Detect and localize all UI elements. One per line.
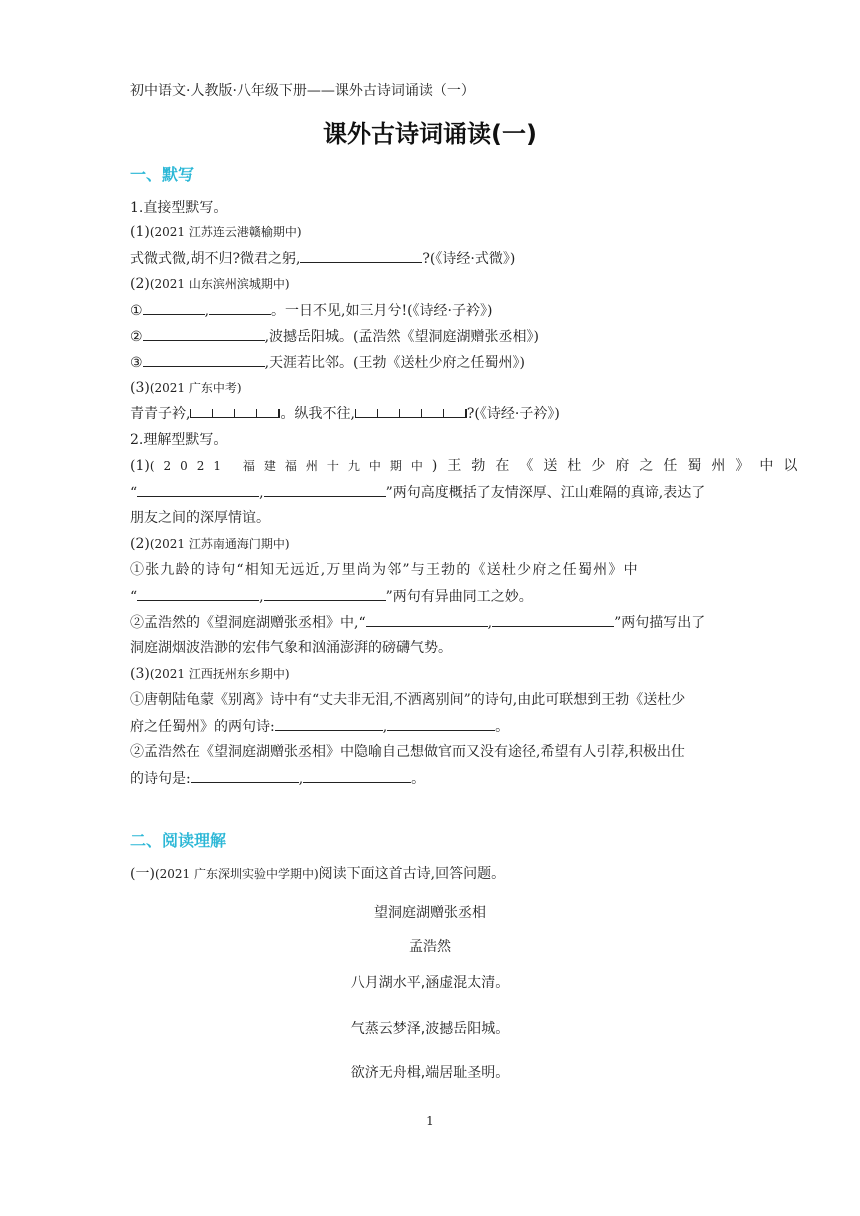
poem-title: 望洞庭湖赠张丞相 xyxy=(374,905,486,921)
question-1-heading: 1.直接型默写。 xyxy=(130,200,228,216)
reading-1-intro: (一)(2021 广东深圳实验中学期中)阅读下面这首古诗,回答问题。 xyxy=(130,866,506,882)
question-2-1-line-3: 朋友之间的深厚情谊。 xyxy=(130,510,270,526)
question-1-3-line: 青青子衿, 。纵我不往, ?(《诗经·子衿》) xyxy=(130,406,560,422)
answer-blank xyxy=(137,586,259,601)
answer-blank xyxy=(303,768,411,783)
question-2-1-line-2: “ , ”两句高度概括了友情深厚、江山难隔的真谛,表达了 xyxy=(130,482,705,503)
answer-grid-blank xyxy=(190,409,280,418)
question-2-3-line-3: ②孟浩然在《望洞庭湖赠张丞相》中隐喻自己想做官而又没有途径,希望有人引荐,积极出仕 xyxy=(130,744,685,760)
answer-blank xyxy=(191,768,299,783)
answer-blank xyxy=(492,612,614,627)
answer-blank xyxy=(275,716,383,731)
answer-blank xyxy=(143,300,205,315)
poem-line-2: 气蒸云梦泽,波撼岳阳城。 xyxy=(350,1021,510,1037)
section-heading-reading: 二、阅读理解 xyxy=(130,831,227,850)
answer-grid-blank xyxy=(355,409,467,418)
question-2-heading: 2.理解型默写。 xyxy=(130,432,228,448)
question-1-2-line-2: ② ,波撼岳阳城。(孟浩然《望洞庭湖赠张丞相》) xyxy=(130,326,539,347)
poem-line-1: 八月湖水平,涵虚混太清。 xyxy=(350,975,510,991)
question-2-3-line-1: ①唐朝陆龟蒙《别离》诗中有“丈夫非无泪,不洒离别间”的诗句,由此可联想到王勃《送杜少 xyxy=(130,692,686,708)
running-header: 初中语文·人教版·八年级下册——课外古诗词诵读（一） xyxy=(130,83,475,99)
question-2-2-line-4: 洞庭湖烟波浩渺的宏伟气象和汹涌澎湃的磅礴气势。 xyxy=(130,640,452,656)
question-2-3-line-4: 的诗句是: , 。 xyxy=(130,768,425,789)
page-number: 1 xyxy=(426,1114,434,1128)
question-1-2-line-1: ① , 。一日不见,如三月兮!(《诗经·子衿》) xyxy=(130,300,492,321)
answer-blank xyxy=(366,612,488,627)
answer-blank xyxy=(387,716,495,731)
question-2-2-source: (2)(2021 江苏南通海门期中) xyxy=(130,536,290,552)
question-1-2-line-3: ③ ,天涯若比邻。(王勃《送杜少府之任蜀州》) xyxy=(130,352,525,373)
answer-blank xyxy=(300,248,422,263)
section-heading-dictation: 一、默写 xyxy=(130,165,195,184)
answer-blank xyxy=(264,586,386,601)
answer-blank xyxy=(137,482,259,497)
question-2-2-line-2: “ , ”两句有异曲同工之妙。 xyxy=(130,586,533,607)
page-title: 课外古诗词诵读(一) xyxy=(323,120,537,148)
answer-blank xyxy=(143,326,265,341)
question-2-2-line-1: ①张九龄的诗句“相知无远近,万里尚为邻”与王勃的《送杜少府之任蜀州》中 xyxy=(130,562,639,578)
poem-line-3: 欲济无舟楫,端居耻圣明。 xyxy=(350,1065,510,1081)
question-2-3-source: (3)(2021 江西抚州东乡期中) xyxy=(130,666,290,682)
question-2-3-line-2: 府之任蜀州》的两句诗: , 。 xyxy=(130,716,509,737)
poem-author: 孟浩然 xyxy=(409,939,451,955)
question-1-1-source: (1)(2021 江苏连云港赣榆期中) xyxy=(130,224,302,240)
question-2-1-line-1: (1)(2021 福建福州十九中期中)王勃在《送杜少府之任蜀州》中以 xyxy=(130,458,808,474)
question-1-1-line: 式微式微,胡不归?微君之躬, ?(《诗经·式微》) xyxy=(130,248,515,269)
answer-blank xyxy=(209,300,271,315)
answer-blank xyxy=(143,352,265,367)
answer-blank xyxy=(264,482,386,497)
question-1-3-source: (3)(2021 广东中考) xyxy=(130,380,242,396)
question-1-2-source: (2)(2021 山东滨州滨城期中) xyxy=(130,276,290,292)
question-2-2-line-3: ②孟浩然的《望洞庭湖赠张丞相》中,“ , ”两句描写出了 xyxy=(130,612,705,633)
